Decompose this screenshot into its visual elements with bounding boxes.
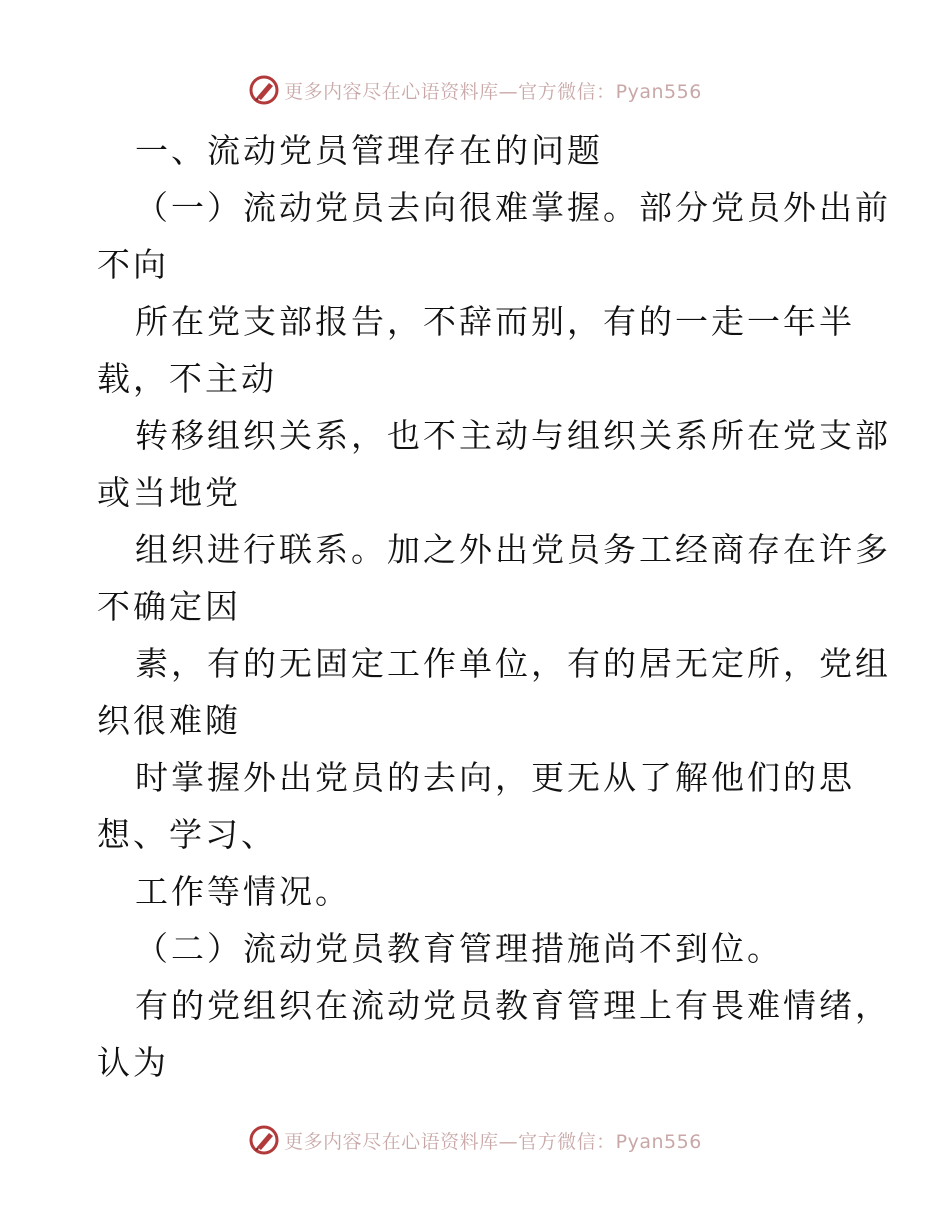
text-line: 不确定因 [97, 587, 241, 626]
text-line: 组织进行联系。加之外出党员务工经商存在许多 [135, 530, 891, 569]
footer-banner [0, 1120, 950, 1160]
text-line: 载，不主动 [97, 359, 277, 398]
text-line: 素，有的无固定工作单位，有的居无定所，党组 [135, 644, 891, 683]
document-body [97, 122, 891, 1091]
header-banner-text: 更多内容尽在心语资料库—官方微信：Pyan556 [284, 80, 702, 103]
pen-logo-icon [248, 1124, 280, 1156]
text-line: 工作等情况。 [135, 872, 351, 911]
text-line: 有的党组织在流动党员教育管理上有畏难情绪， [135, 986, 891, 1025]
text-line: 认为 [97, 1043, 169, 1082]
pen-logo-icon [248, 74, 280, 106]
footer-banner-text: 更多内容尽在心语资料库—官方微信：Pyan556 [284, 1130, 702, 1153]
text-line: 不向 [97, 245, 169, 284]
text-line: 或当地党 [97, 473, 241, 512]
text-line: 想、学习、 [97, 815, 277, 854]
text-line: 时掌握外出党员的去向，更无从了解他们的思 [135, 758, 855, 797]
text-line: 织很难随 [97, 701, 241, 740]
text-line: 所在党支部报告，不辞而别，有的一走一年半 [135, 302, 855, 341]
text-line: （二）流动党员教育管理措施尚不到位。 [135, 929, 783, 968]
text-line: 一、流动党员管理存在的问题 [135, 131, 603, 170]
text-line: （一）流动党员去向很难掌握。部分党员外出前 [135, 188, 891, 227]
header-banner [0, 70, 950, 110]
text-line: 转移组织关系，也不主动与组织关系所在党支部 [135, 416, 891, 455]
